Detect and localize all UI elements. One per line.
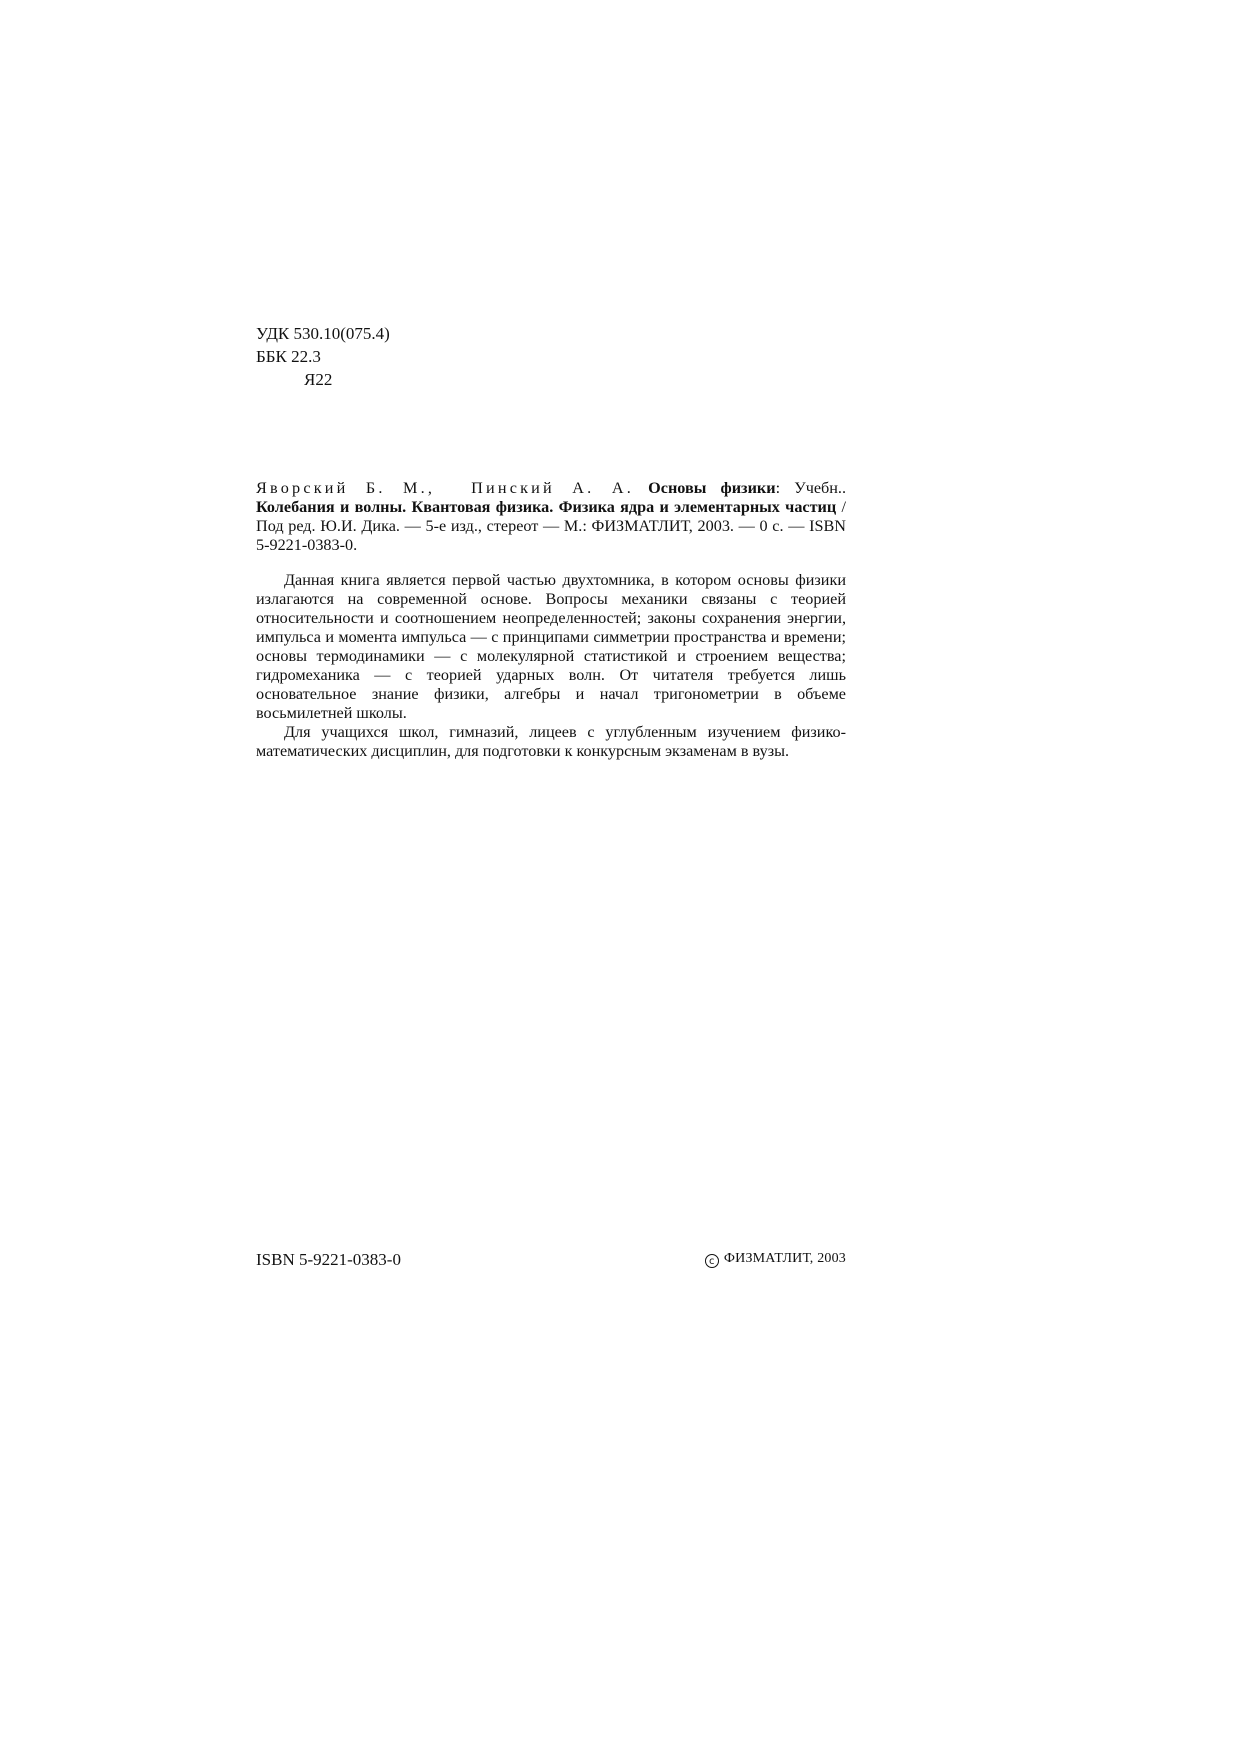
bbk-code: ББК 22.3	[256, 347, 321, 366]
publication-details: / Под ред. Ю.И. Дика. — 5-е изд., стереот — М.: ФИЗМАТЛИТ, 2003. — 0 с. — ISBN 5-9221-0383-0.	[256, 498, 846, 554]
udk-code: УДК 530.10(075.4)	[256, 324, 390, 343]
book-title: Основы физики	[648, 479, 776, 497]
book-title-suffix: : Учебн..	[775, 479, 847, 497]
book-subtitle: Колебания и волны. Квантовая физика. Физика ядра и элементарных частиц	[256, 498, 837, 516]
author-2: Пинский А. А.	[471, 479, 634, 497]
classification-codes	[256, 322, 390, 391]
annotation-paragraph-2: Для учащихся школ, гимназий, лицеев с углубленным изучением физико-математических дисциплин, для подготовки к конкурсным экзаменам в вузы.	[256, 723, 846, 760]
author-1: Яворский Б. М.,	[256, 479, 436, 497]
copyright-icon: c	[705, 1254, 719, 1268]
bibliographic-record	[256, 479, 846, 555]
catalog-entry	[256, 479, 846, 761]
imprint-footer	[256, 1250, 846, 1274]
copyright-notice	[705, 1251, 846, 1268]
author-mark: Я22	[304, 370, 333, 389]
isbn: ISBN 5-9221-0383-0	[256, 1250, 401, 1269]
annotation	[256, 571, 846, 761]
annotation-paragraph-1: Данная книга является первой частью двухтомника, в котором основы физики излагаются на современной основе. Вопросы механики связаны с теорией относительности и соотношением неопределенностей; законы сохранения энергии, импульса и момента импульса — с принципами симметрии пространства и времени; основы термодинамики — с молекулярной статистикой и строением вещества; гидромеханика — с теорией ударных волн. От читателя требуется лишь основательное знание физики, алгебры и начал тригонометрии в объеме восьмилетней школы.	[256, 571, 846, 722]
copyright-holder: ФИЗМАТЛИТ, 2003	[723, 1251, 846, 1266]
